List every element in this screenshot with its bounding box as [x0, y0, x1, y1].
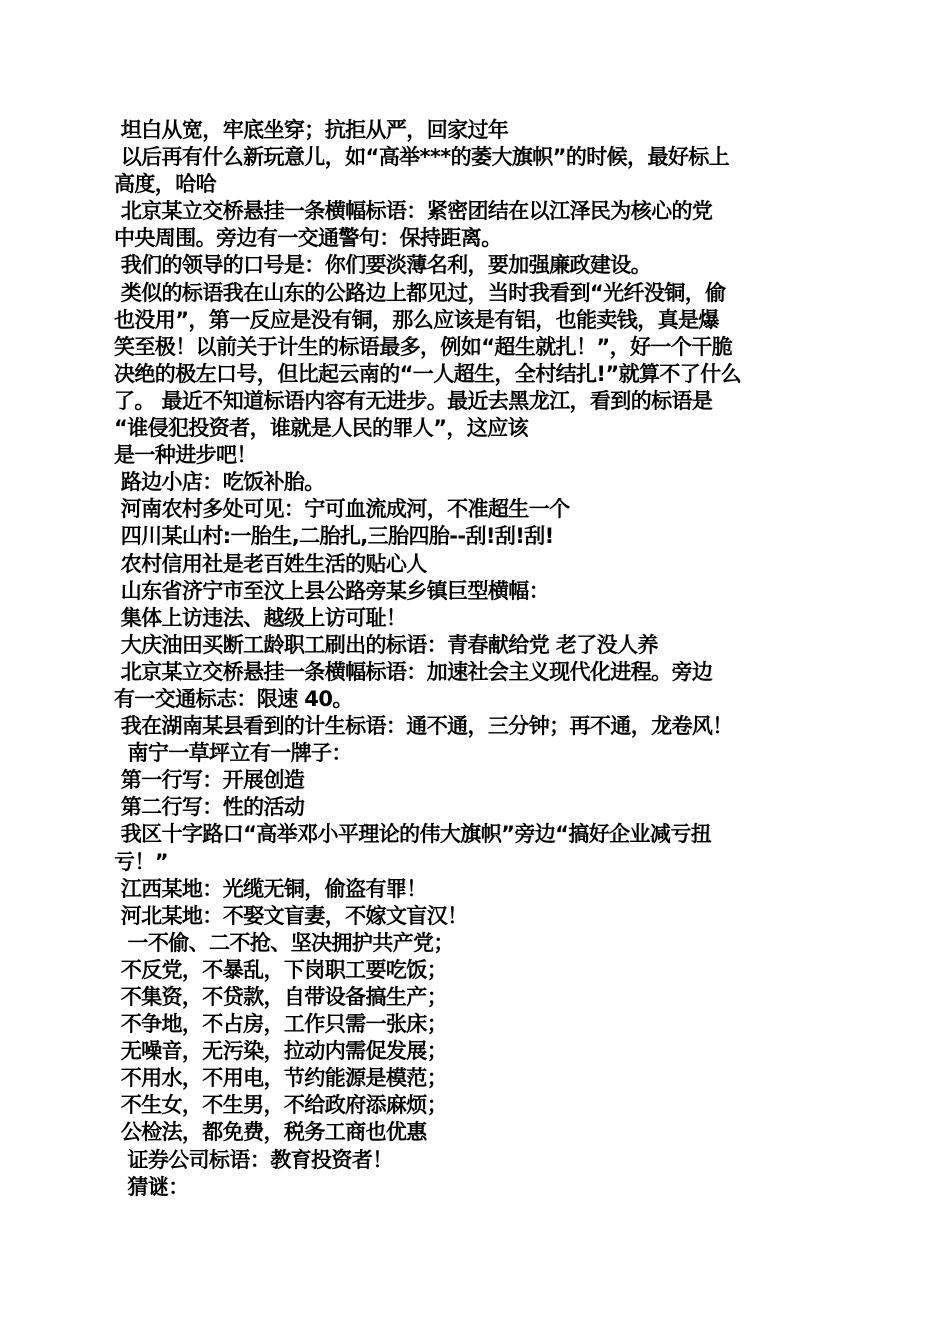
text-line: 也没用”，第一反应是没有铜，那么应该是有铝，也能卖钱，真是爆	[114, 307, 719, 332]
text-line: 路边小店：吃饭补胎。	[114, 470, 325, 495]
text-line: 亏！”	[114, 849, 169, 874]
text-line: 证券公司标语：教育投资者！	[114, 1147, 393, 1172]
text-line: 北京某立交桥悬挂一条横幅标语：加速社会主义现代化进程。旁边	[114, 659, 713, 684]
text-line: 北京某立交桥悬挂一条横幅标语：紧密团结在以江泽民为核心的党	[114, 199, 713, 224]
text-line: 农村信用社是老百姓生活的贴心人	[114, 551, 427, 576]
text-line: 类似的标语我在山东的公路边上都见过，当时我看到“光纤没铜，偷	[114, 280, 726, 305]
text-line: 江西某地：光缆无铜，偷盗有罪！	[114, 876, 427, 901]
text-line: 我们的领导的口号是：你们要淡薄名利，要加强廉政建设。	[114, 253, 652, 278]
text-line: 山东省济宁市至汶上县公路旁某乡镇巨型横幅：	[114, 578, 550, 603]
text-line: 我在湖南某县看到的计生标语：通不通，三分钟；再不通，龙卷风！	[114, 714, 733, 739]
text-line: 河北某地：不娶文盲妻，不嫁文盲汉！	[114, 903, 468, 928]
text-line: 有一交通标志：限速 40。	[114, 686, 353, 711]
text-line: 笑至极！以前关于计生的标语最多，例如“超生就扎！”，好一个干脆	[114, 334, 733, 359]
document-body	[114, 117, 844, 1201]
text-line: 了。 最近不知道标语内容有无进步。最近去黑龙江，看到的标语是	[114, 388, 713, 413]
text-line: 南宁一草坪立有一牌子：	[114, 741, 352, 766]
text-line: 不反党，不暴乱，下岗职工要吃饭；	[114, 957, 448, 982]
text-line: 公检法，都免费，税务工商也优惠	[114, 1120, 427, 1145]
text-line: 第一行写：开展创造	[114, 768, 305, 793]
text-line: 不生女，不生男，不给政府添麻烦；	[114, 1093, 448, 1118]
text-line: 河南农村多处可见：宁可血流成河，不准超生一个	[114, 497, 570, 522]
text-line: 集体上访违法、越级上访可耻！	[114, 605, 407, 630]
text-line: 无噪音，无污染，拉动内需促发展；	[114, 1039, 448, 1064]
text-line: 一不偷、二不抢、坚决拥护共产党；	[114, 930, 454, 955]
text-line: 坦白从宽，牢底坐穿；抗拒从严，回家过年	[114, 118, 509, 142]
text-line: 不用水，不用电，节约能源是模范；	[114, 1066, 448, 1091]
text-line: 高度，哈哈	[114, 172, 216, 197]
text-line: “谁侵犯投资者，谁就是人民的罪人”，这应该	[114, 416, 529, 441]
text-line: 决绝的极左口号，但比起云南的“一人超生，全村结扎!”就算不了什么	[114, 361, 741, 386]
text-line: 中央周围。旁边有一交通警句：保持距离。	[114, 226, 502, 251]
text-line: 以后再有什么新玩意儿，如“高举***的萎大旗帜”的时候，最好标上	[114, 145, 730, 170]
text-line: 猜谜：	[114, 1174, 189, 1199]
text-line: 四川某山村:一胎生,二胎扎,三胎四胎--刮!刮!刮!	[114, 524, 554, 549]
text-line: 是一种进步吧！	[114, 443, 257, 468]
text-line: 不争地，不占房，工作只需一张床；	[114, 1012, 448, 1037]
text-line: 不集资，不贷款，自带设备搞生产；	[114, 985, 448, 1009]
text-line: 第二行写：性的活动	[114, 795, 305, 820]
text-line: 大庆油田买断工龄职工刷出的标语：青春献给党 老了没人养	[114, 632, 658, 657]
text-line: 我区十字路口“高举邓小平理论的伟大旗帜”旁边“搞好企业减亏扭	[114, 822, 712, 847]
